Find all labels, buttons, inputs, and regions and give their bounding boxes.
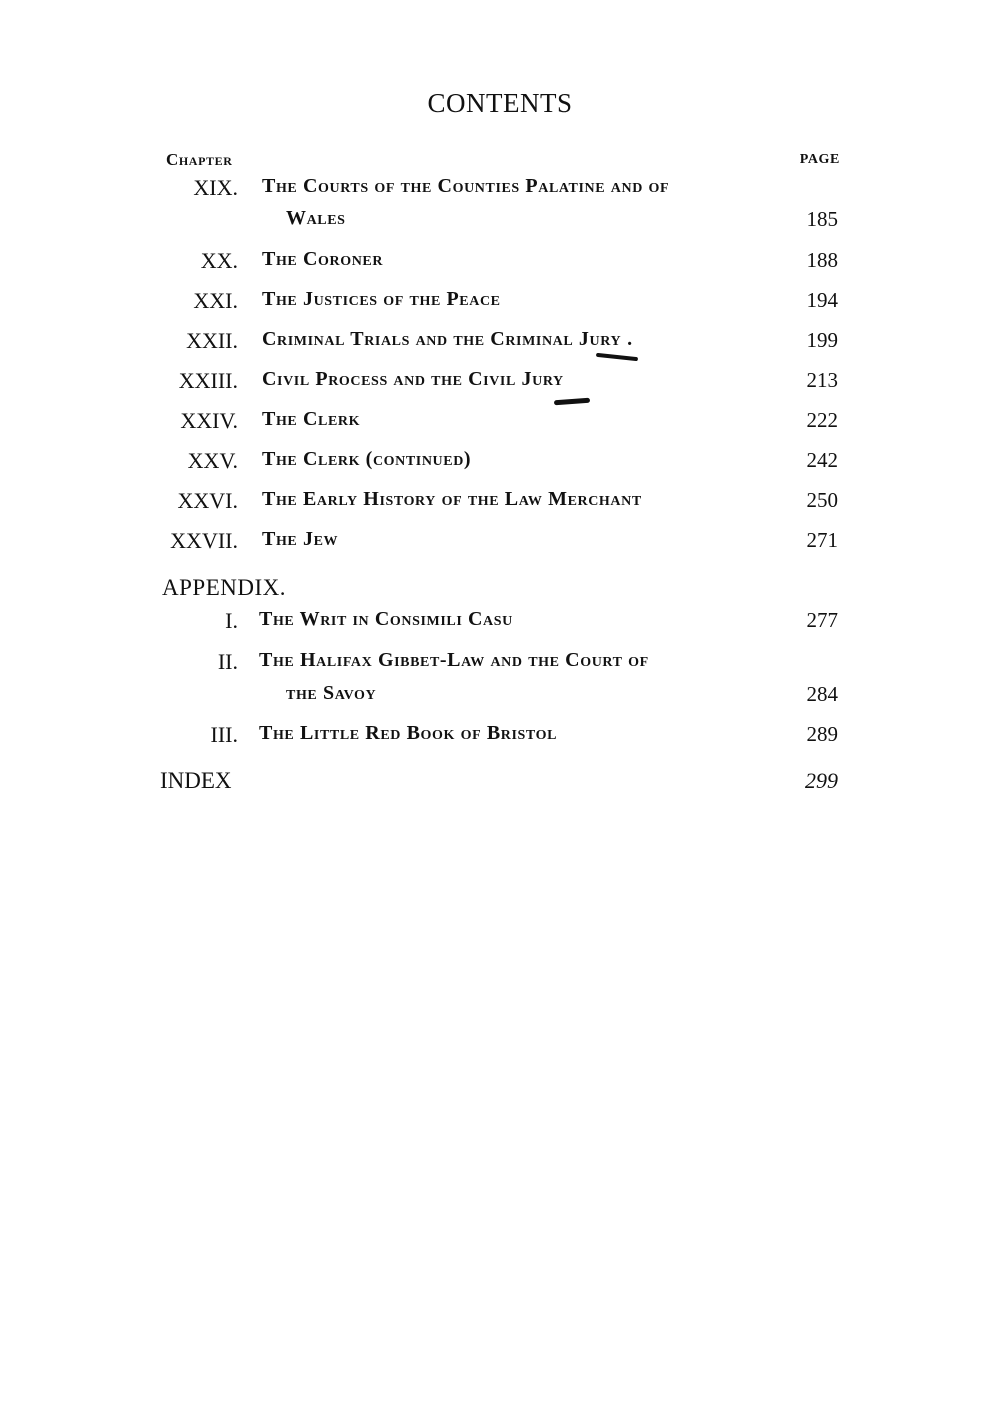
index-page-number: 299 [805, 768, 838, 793]
page-title: CONTENTS [427, 88, 573, 118]
chapter-title: The Jew [262, 528, 339, 550]
toc-entry-xxv [0, 448, 1000, 478]
toc-entry-xxvii [0, 528, 1000, 558]
toc-entry-appendix-iii [0, 722, 1000, 752]
appendix-title: The Writ in Consimili Casu [259, 608, 513, 630]
toc-entry-xx [0, 248, 1000, 278]
chapter-title: The Early History of the Law Merchant [262, 488, 642, 510]
page-number: 271 [806, 528, 838, 552]
chapter-title: The Clerk (continued) [262, 448, 472, 470]
chapter-number: XXV. [187, 448, 238, 473]
toc-entry-xxiii [0, 368, 1000, 398]
appendix-number: II. [217, 649, 238, 674]
appendix-title: The Halifax Gibbet-Law and the Court of [259, 649, 649, 671]
page-number: 222 [806, 408, 838, 432]
page-number: 185 [806, 207, 838, 231]
chapter-number: XIX. [193, 175, 238, 200]
toc-entry-xix-continued [0, 207, 1000, 237]
toc-entry-appendix-i [0, 608, 1000, 638]
appendix-title: The Little Red Book of Bristol [259, 722, 558, 744]
toc-entry-appendix-ii [0, 649, 1000, 679]
page-number: 284 [806, 682, 838, 706]
chapter-column-header: Chapter [166, 150, 233, 169]
chapter-title: Criminal Trials and the Criminal Jury [262, 328, 622, 350]
page-number: 188 [806, 248, 838, 272]
chapter-number: XXII. [186, 328, 238, 353]
page-number: 242 [806, 448, 838, 472]
toc-entry-xxi [0, 288, 1000, 318]
chapter-title: The Justices of the Peace [262, 288, 501, 310]
toc-entry-index [0, 768, 1000, 798]
chapter-number: XXIV. [180, 408, 238, 433]
toc-entry-xxii [0, 328, 1000, 358]
chapter-number: XX. [200, 248, 238, 273]
chapter-number: XXI. [193, 288, 238, 313]
chapter-title-wrapper [262, 328, 633, 351]
chapter-title: The Courts of the Counties Palatine and of [262, 175, 670, 197]
page-number: 194 [806, 288, 838, 312]
appendix-number: III. [210, 722, 238, 747]
index-label: INDEX [160, 768, 232, 793]
pen-mark [554, 398, 590, 405]
appendix-title-continued: the Savoy [286, 682, 377, 704]
chapter-number: XXVI. [177, 488, 238, 513]
chapter-title: The Coroner [262, 248, 384, 270]
chapter-title-continued: Wales [286, 207, 346, 229]
page-number: 277 [806, 608, 838, 632]
page-column-header: PAGE [799, 152, 840, 167]
toc-entry-xxvi [0, 488, 1000, 518]
appendix-heading: APPENDIX. [162, 575, 286, 600]
page-number: 250 [806, 488, 838, 512]
toc-entry-appendix-ii-continued [0, 682, 1000, 712]
chapter-title: The Clerk [262, 408, 361, 430]
toc-entry-xix [0, 175, 1000, 205]
chapter-number: XXVII. [170, 528, 238, 553]
page-number: 213 [806, 368, 838, 392]
trailing-dot: . [627, 328, 633, 350]
appendix-number: I. [225, 608, 238, 633]
chapter-number: XXIII. [178, 368, 238, 393]
page-number: 199 [806, 328, 838, 352]
chapter-title: Civil Process and the Civil Jury [262, 368, 564, 390]
page-number: 289 [806, 722, 838, 746]
toc-entry-xxiv [0, 408, 1000, 438]
